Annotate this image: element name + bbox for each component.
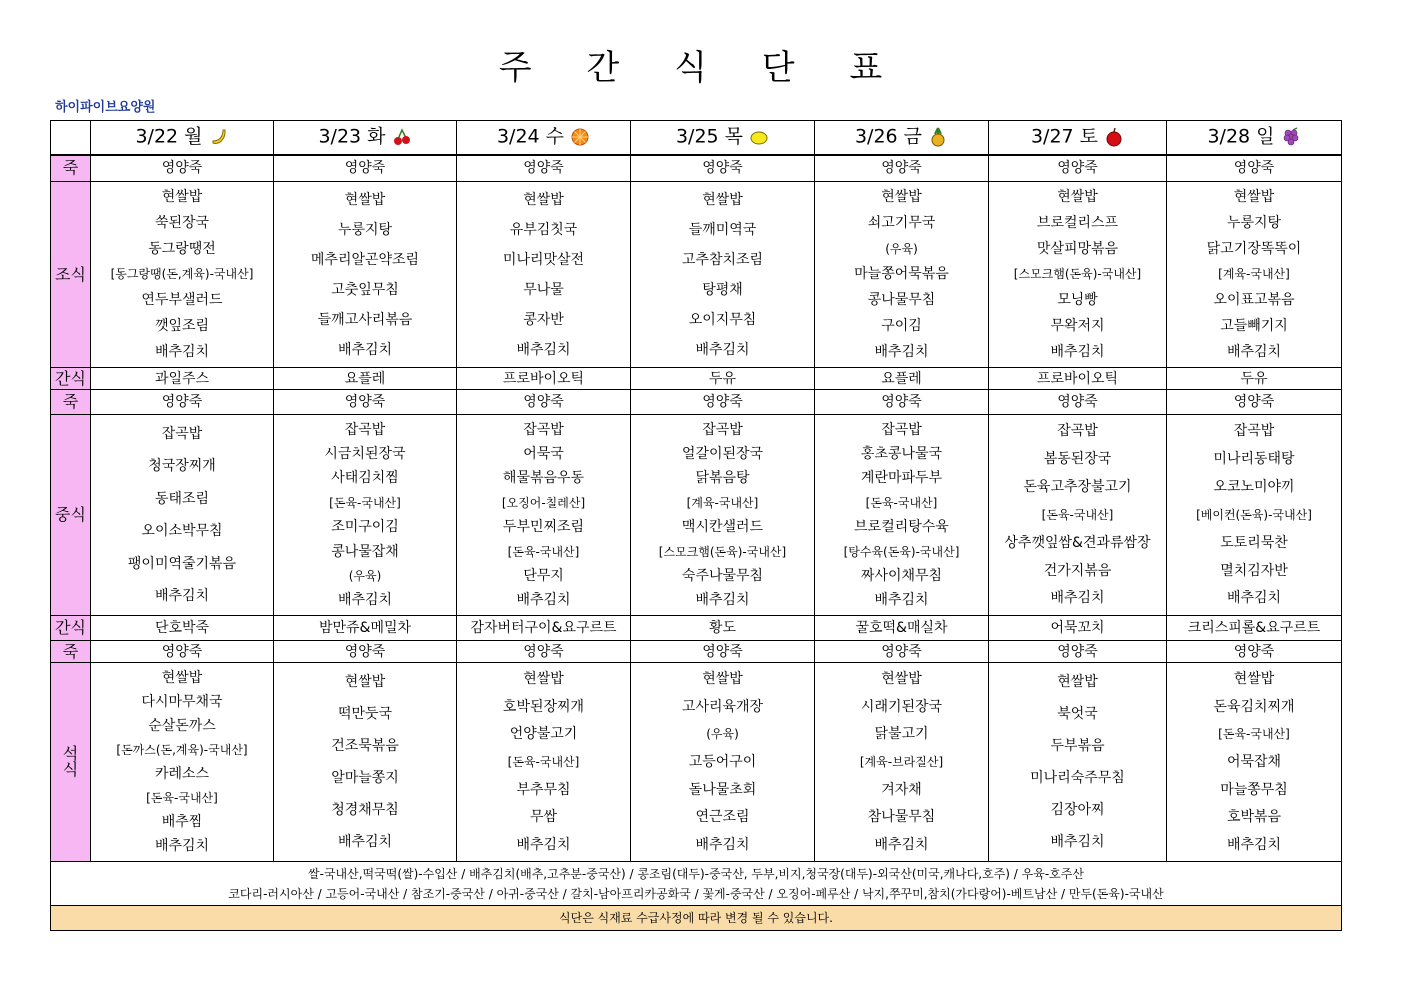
menu-item: 돈육고추장불고기 [1023, 479, 1132, 496]
menu-item: 배추김치 [337, 341, 393, 358]
menu-item: 참나물무침 [867, 809, 936, 826]
menu-item: [돈육-국내산] [507, 544, 580, 559]
menu-item: 멸치김자반 [1220, 562, 1288, 579]
menu-item: 닭고기장똑똑이 [1206, 240, 1302, 257]
breakfast-menu-cell [815, 182, 989, 368]
snack-afternoon-cell: 어묵꼬치 [989, 616, 1167, 641]
menu-item: 고춧잎무침 [331, 281, 399, 298]
menu-item: 닭불고기 [874, 726, 929, 743]
lunch-menu-cell [631, 415, 815, 616]
menu-item: (우육) [706, 727, 739, 742]
menu-item: [오징어-칠레산] [501, 495, 586, 510]
day-label: 3/24 수 [496, 125, 565, 148]
menu-item: 숙주나물무침 [681, 567, 764, 584]
snack-morning-cell: 프로바이오틱 [457, 368, 631, 390]
menu-item: 배추김치 [1050, 834, 1105, 851]
menu-item: 어묵잡채 [1226, 753, 1282, 770]
orange-icon [570, 127, 590, 147]
menu-item: (우육) [348, 568, 382, 583]
dinner-menu-cell [91, 663, 274, 862]
lunch-menu-cell [1167, 415, 1342, 616]
menu-item: 마늘쫑무침 [1220, 781, 1288, 798]
menu-item: 다시마무채국 [141, 693, 223, 710]
menu-item: 닭볶음탕 [695, 470, 750, 487]
menu-item: 잡곡밥 [161, 425, 203, 442]
menu-item: 현쌀밥 [881, 671, 922, 688]
menu-item: 김장아찌 [1050, 802, 1105, 819]
day-label: 3/27 토 [1030, 125, 1099, 148]
menu-item: 오이소박무침 [141, 523, 223, 540]
menu-item: [돈육-국내산] [146, 791, 218, 806]
menu-item: 건조묵볶음 [331, 737, 399, 754]
menu-item: (우육) [885, 241, 918, 256]
menu-item: 짜사이채무침 [860, 567, 943, 584]
menu-item: 홍초콩나물국 [860, 446, 943, 463]
menu-item: 무왁저지 [1050, 317, 1105, 334]
menu-item: 사태김치찜 [331, 470, 399, 487]
breakfast-menu-cell [631, 182, 815, 368]
menu-item: [스모크햄(돈육)-국내산] [658, 544, 787, 559]
weekly-menu-table [50, 120, 1342, 931]
menu-item: 브로컬리탕수육 [854, 519, 949, 536]
snack-afternoon-cell: 꿀호떡&매실차 [815, 616, 989, 641]
menu-item: 누룽지탕 [337, 221, 393, 238]
juk-dinner-cell: 영양죽 [91, 641, 274, 663]
snack-morning-cell: 과일주스 [91, 368, 274, 390]
menu-item: [돈육-국내산] [507, 754, 580, 769]
menu-item: 시래기된장국 [860, 698, 943, 715]
menu-item: 조미구이김 [331, 519, 399, 536]
juk-lunch-cell: 영양죽 [631, 390, 815, 415]
menu-item: 청경채무침 [331, 802, 399, 819]
breakfast-menu-cell [274, 182, 457, 368]
origin-info [51, 862, 1342, 906]
day-label: 3/23 화 [318, 125, 386, 148]
dinner-menu-cell [989, 663, 1167, 862]
lunch-menu-cell [274, 415, 457, 616]
snack-afternoon-cell: 단호박죽 [91, 616, 274, 641]
menu-item: 배추김치 [154, 838, 210, 855]
menu-item: 맛살피망볶음 [1036, 240, 1119, 257]
menu-item: 깻잎조림 [154, 317, 210, 334]
menu-item: 현쌀밥 [702, 671, 743, 688]
menu-item: 현쌀밥 [161, 669, 203, 686]
menu-item: [스모크햄(돈육)-국내산] [1013, 267, 1142, 282]
menu-item: 배추김치 [874, 592, 929, 609]
menu-item: 잡곡밥 [1233, 423, 1275, 440]
lunch-menu-cell [457, 415, 631, 616]
menu-item: 배추김치 [516, 836, 571, 853]
menu-item: [탕수육(돈육)-국내산] [843, 544, 960, 559]
lunch-menu-cell [989, 415, 1167, 616]
juk-morning-cell: 영양죽 [989, 155, 1167, 182]
corner-cell [51, 121, 91, 155]
menu-item: 건가지볶음 [1043, 562, 1112, 579]
menu-item: 어묵국 [523, 446, 564, 463]
meal-label: 간식 [51, 616, 91, 641]
menu-item: 시금치된장국 [324, 446, 406, 463]
cherry-icon [392, 127, 412, 147]
juk-morning-cell: 영양죽 [457, 155, 631, 182]
meal-label: 죽 [51, 155, 91, 182]
menu-item: 유부김칫국 [509, 221, 578, 238]
menu-item: 배추김치 [1050, 590, 1105, 607]
menu-item: 부추무침 [516, 781, 571, 798]
menu-item: 배추김치 [516, 592, 571, 609]
menu-item: 겨자채 [881, 781, 922, 798]
menu-item: 고들빼기지 [1220, 317, 1288, 334]
day-header [457, 121, 631, 155]
menu-item: 북엇국 [1057, 705, 1098, 722]
menu-item: 두부볶음 [1050, 737, 1105, 754]
menu-item: 배추김치 [874, 836, 929, 853]
day-label: 3/28 일 [1207, 125, 1275, 148]
menu-item: [계육-브라질산] [859, 754, 944, 769]
meal-label: 중식 [51, 415, 91, 616]
menu-item: 배추김치 [695, 592, 750, 609]
juk-lunch-cell: 영양죽 [274, 390, 457, 415]
menu-item: 콩나물잡채 [331, 543, 399, 560]
dinner-menu-cell [1167, 663, 1342, 862]
snack-morning-cell: 두유 [1167, 368, 1342, 390]
menu-item: [돈육-국내산] [1218, 727, 1290, 742]
menu-item: 오코노미야끼 [1213, 479, 1295, 496]
menu-item: 고등어구이 [688, 753, 757, 770]
menu-item: 팽이미역줄기볶음 [127, 555, 237, 572]
grape-icon [1281, 127, 1301, 147]
origin-line: 쌀-국내산,떡국떡(쌀)-수입산 / 배추김치(배추,고추분-중국산) / 콩조림(대두)-중국산, 두부,비지,청국장(대두)-외국산(미국,캐나다,호주) / 우육-호주산 [308, 866, 1084, 881]
page-title: 주 간 식 단 표 [498, 48, 905, 88]
menu-item: 순살돈까스 [148, 717, 216, 734]
menu-item: 콩나물무침 [867, 292, 936, 309]
day-label: 3/25 목 [675, 125, 744, 148]
lemon-icon [749, 127, 769, 147]
juk-morning-cell: 영양죽 [274, 155, 457, 182]
menu-item: 잡곡밥 [702, 421, 743, 438]
menu-item: 미나리동태탕 [1213, 451, 1295, 468]
breakfast-menu-cell [457, 182, 631, 368]
menu-item: 배추김치 [1226, 343, 1282, 360]
snack-morning-cell: 요플레 [815, 368, 989, 390]
menu-item: 구이김 [881, 317, 922, 334]
juk-lunch-cell: 영양죽 [457, 390, 631, 415]
menu-item: 배추김치 [154, 588, 210, 605]
menu-item: 배추김치 [695, 341, 750, 358]
snack-morning-cell: 요플레 [274, 368, 457, 390]
day-header [631, 121, 815, 155]
menu-item: 배추김치 [1050, 343, 1105, 360]
menu-item: 청국장찌개 [148, 458, 216, 475]
dinner-menu-cell [274, 663, 457, 862]
lunch-menu-cell [91, 415, 274, 616]
menu-item: 배추김치 [1226, 590, 1282, 607]
juk-morning-cell: 영양죽 [91, 155, 274, 182]
menu-item: 돈육김치찌개 [1213, 698, 1295, 715]
menu-item: 쇠고기무국 [867, 215, 936, 232]
menu-item: 현쌀밥 [1233, 189, 1275, 206]
menu-item: 해물볶음우동 [502, 470, 585, 487]
menu-item: 잡곡밥 [344, 421, 386, 438]
menu-item: 현쌀밥 [881, 189, 922, 206]
menu-item: 고사리육개장 [681, 698, 764, 715]
day-label: 3/26 금 [854, 125, 923, 148]
menu-item: 배추김치 [154, 343, 210, 360]
notice: 식단은 식재료 수급사정에 따라 변경 될 수 있습니다. [51, 906, 1342, 931]
menu-item: 무쌈 [529, 809, 558, 826]
meal-label: 죽 [51, 390, 91, 415]
menu-item: 콩자반 [523, 311, 564, 328]
menu-item: 배추김치 [695, 836, 750, 853]
juk-dinner-cell: 영양죽 [274, 641, 457, 663]
menu-item: 맥시칸샐러드 [681, 519, 764, 536]
juk-morning-cell: 영양죽 [815, 155, 989, 182]
juk-dinner-cell: 영양죽 [631, 641, 815, 663]
menu-item: 현쌀밥 [1233, 671, 1275, 688]
juk-morning-cell: 영양죽 [631, 155, 815, 182]
menu-item: 마늘쫑어묵볶음 [854, 266, 949, 283]
menu-item: [계육-국내산] [686, 495, 759, 510]
snack-morning-cell: 두유 [631, 368, 815, 390]
apple-icon [1104, 127, 1124, 147]
breakfast-menu-cell [91, 182, 274, 368]
menu-item: 브로컬리스프 [1036, 215, 1119, 232]
menu-item: 현쌀밥 [1057, 189, 1098, 206]
menu-item: [돈육-국내산] [1041, 507, 1114, 522]
snack-afternoon-cell: 황도 [631, 616, 815, 641]
dinner-menu-cell [631, 663, 815, 862]
pineapple-icon [928, 127, 948, 147]
menu-item: 들깨미역국 [688, 221, 757, 238]
menu-item: 배추김치 [337, 592, 393, 609]
day-header [815, 121, 989, 155]
menu-item: 미나리맛살전 [502, 251, 585, 268]
snack-afternoon-cell: 크리스피롤&요구르트 [1167, 616, 1342, 641]
menu-item: 알마늘쫑지 [331, 770, 399, 787]
menu-item: 현쌀밥 [1057, 673, 1098, 690]
menu-item: [베이컨(돈육)-국내산] [1196, 507, 1312, 522]
menu-item: 배추김치 [1226, 836, 1282, 853]
menu-item: 돌나물초회 [688, 781, 757, 798]
banana-icon [209, 127, 229, 147]
meal-label: 죽 [51, 641, 91, 663]
meal-label: 간식 [51, 368, 91, 390]
day-header [274, 121, 457, 155]
day-header [91, 121, 274, 155]
menu-item: 봄동된장국 [1043, 451, 1112, 468]
juk-dinner-cell: 영양죽 [1167, 641, 1342, 663]
dinner-menu-cell [815, 663, 989, 862]
lunch-menu-cell [815, 415, 989, 616]
menu-item: 동그랑땡전 [148, 240, 216, 257]
menu-item: 동태조림 [154, 490, 210, 507]
menu-item: 호박볶음 [1226, 809, 1282, 826]
menu-item: 카레소스 [154, 766, 210, 783]
menu-item: 무나물 [523, 281, 564, 298]
menu-item: 현쌀밥 [523, 191, 564, 208]
menu-item: 배추김치 [337, 834, 393, 851]
menu-item: 얼갈이된장국 [681, 446, 764, 463]
menu-item: 상추깻잎쌈&견과류쌈장 [1004, 534, 1151, 551]
menu-item: 현쌀밥 [702, 191, 743, 208]
menu-item: 배추찜 [161, 814, 203, 831]
menu-item: [계육-국내산] [1218, 267, 1290, 282]
menu-item: [돈까스(돈,계육)-국내산] [116, 742, 248, 757]
menu-item: 들깨고사리볶음 [317, 311, 413, 328]
menu-item: 연근조림 [695, 809, 750, 826]
menu-item: 호박된장찌개 [502, 698, 585, 715]
juk-dinner-cell: 영양죽 [457, 641, 631, 663]
menu-item: [돈육-국내산] [329, 495, 401, 510]
menu-item: 도토리묵찬 [1220, 534, 1288, 551]
meal-label: 석 식 [51, 663, 91, 862]
menu-item: 잡곡밥 [1057, 423, 1098, 440]
menu-item: 잡곡밥 [523, 421, 564, 438]
organization-name: 하이파이브요양원 [55, 100, 156, 115]
menu-item: 현쌀밥 [344, 191, 386, 208]
snack-afternoon-cell: 감자버터구이&요구르트 [457, 616, 631, 641]
menu-item: 메추리알곤약조림 [310, 251, 420, 268]
menu-item: [동그랑땡(돈,계육)-국내산] [110, 267, 254, 282]
menu-item: 현쌀밥 [523, 671, 564, 688]
day-header [1167, 121, 1342, 155]
menu-item: 현쌀밥 [344, 673, 386, 690]
menu-item: 떡만둣국 [337, 705, 393, 722]
menu-item: [돈육-국내산] [865, 495, 938, 510]
meal-label: 조식 [51, 182, 91, 368]
menu-item: 연두부샐러드 [141, 292, 223, 309]
day-label: 3/22 월 [135, 125, 203, 148]
menu-item: 탕평채 [702, 281, 743, 298]
breakfast-menu-cell [989, 182, 1167, 368]
juk-dinner-cell: 영양죽 [815, 641, 989, 663]
menu-item: 고추참치조림 [681, 251, 764, 268]
breakfast-menu-cell [1167, 182, 1342, 368]
snack-afternoon-cell: 밤만쥬&메밀차 [274, 616, 457, 641]
menu-item: 미나리숙주무침 [1030, 770, 1125, 787]
dinner-menu-cell [457, 663, 631, 862]
juk-lunch-cell: 영양죽 [91, 390, 274, 415]
juk-morning-cell: 영양죽 [1167, 155, 1342, 182]
menu-item: 누룽지탕 [1226, 215, 1282, 232]
menu-item: 오이표고볶음 [1213, 292, 1295, 309]
day-header [989, 121, 1167, 155]
juk-lunch-cell: 영양죽 [815, 390, 989, 415]
juk-dinner-cell: 영양죽 [989, 641, 1167, 663]
menu-item: 쑥된장국 [154, 215, 210, 232]
menu-item: 모닝빵 [1057, 292, 1098, 309]
menu-item: 오이지무침 [688, 311, 757, 328]
menu-item: 잡곡밥 [881, 421, 922, 438]
origin-line: 코다리-러시아산 / 고등어-국내산 / 참조기-중국산 / 아귀-중국산 / 갈치-남아프리카공화국 / 꽃게-중국산 / 오징어-페루산 / 낙지,쭈꾸미,참치(가다랑어)-베트남산 / 만두(돈육)-국내산 [228, 886, 1164, 901]
menu-item: 단무지 [523, 567, 564, 584]
menu-item: 현쌀밥 [161, 189, 203, 206]
menu-item: 계란마파두부 [860, 470, 943, 487]
menu-item: 배추김치 [874, 343, 929, 360]
juk-lunch-cell: 영양죽 [989, 390, 1167, 415]
menu-item: 배추김치 [516, 341, 571, 358]
menu-item: 언양불고기 [509, 726, 578, 743]
menu-item: 두부민찌조림 [502, 519, 585, 536]
snack-morning-cell: 프로바이오틱 [989, 368, 1167, 390]
juk-lunch-cell: 영양죽 [1167, 390, 1342, 415]
